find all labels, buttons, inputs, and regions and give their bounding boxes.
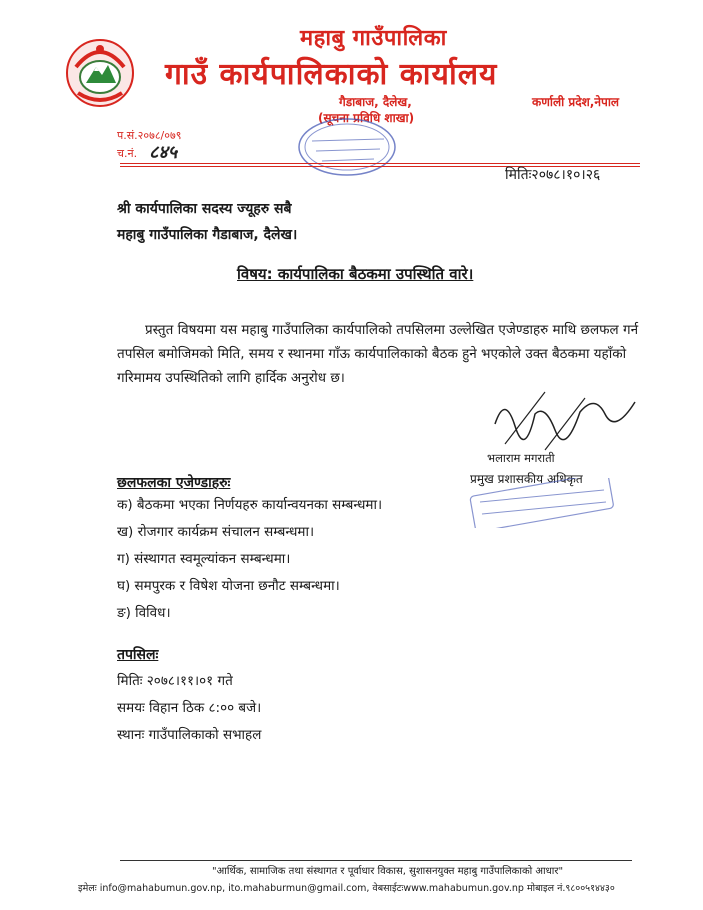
addressee-line: महाबु गाउँपालिका गैडाबाज, दैलेख। — [117, 227, 298, 243]
details-list — [117, 668, 261, 749]
province-name: कर्णाली प्रदेश,नेपाल — [532, 95, 620, 109]
header-divider — [120, 163, 640, 164]
municipality-name: महाबु गाउँपालिका — [300, 26, 447, 51]
details-item: मितिः २०७८।११।०१ गते — [117, 673, 233, 689]
signatory-stamp — [468, 478, 618, 528]
office-stamp — [292, 109, 415, 179]
letter-date: मितिः२०७८।१०।२६ — [505, 167, 601, 183]
signatory-title: प्रमुख प्रशासकीय अधिकृत — [470, 472, 583, 486]
section-name: (सूचना प्रविधि शाखा) — [318, 111, 415, 125]
addressee-block — [117, 196, 297, 248]
handwritten-signature — [485, 384, 645, 454]
agenda-item: ख) रोजगार कार्यक्रम संचालन सम्बन्धमा। — [117, 524, 315, 540]
office-address: गैडाबाज, दैलेख, — [339, 95, 412, 109]
letter-body: प्रस्तुत विषयमा यस महाबु गाउँपालिका कार्यपालिको तपसिलमा उल्लेखित एजेण्डाहरु माथि छलफल गर्न तपसिल बमोजिमको मिति, समय र स्थानमा गाँऊ कार्यपालिकाको बैठक हुने भएकोले उक्त बैठकमा यहाँको गरिमामय उपस्थितिको लागि हार्दिक अनुरोध छ। — [117, 322, 639, 386]
agenda-item: घ) समपुरक र विषेश योजना छनौट सम्बन्धमा। — [117, 578, 340, 594]
agenda-item: ग) संस्थागत स्वमूल्यांकन सम्बन्धमा। — [117, 551, 291, 567]
footer-divider — [120, 860, 632, 861]
dispatch-number-label: च.नं. — [117, 147, 138, 160]
agenda-item: ङ) विविध। — [117, 605, 171, 621]
details-heading: तपसिलः — [117, 647, 159, 663]
addressee-line: श्री कार्यपालिका सदस्य ज्यूहरु सबै — [117, 201, 292, 217]
reference-number: प.सं.२०७८/०७९ — [117, 129, 182, 142]
details-item: स्थानः गाउँपालिकाको सभाहल — [117, 727, 262, 743]
footer-contact: इमेलः info@mahabumun.gov.np, ito.mahaburmun@gmail.com, वेबसाईटःwww.mahabumun.gov.np मोबाइल नं.९८००५१४४३० — [78, 883, 615, 894]
details-item: समयः विहान ठिक ८:०० बजे। — [117, 700, 262, 716]
signatory-name: भलाराम मगराती — [487, 451, 555, 465]
agenda-item: क) बैठकमा भएका निर्णयहरु कार्यान्वयनका सम्बन्धमा। — [117, 497, 383, 513]
nepal-emblem-logo — [66, 37, 134, 109]
footer-motto: "आर्थिक, सामाजिक तथा संस्थागत र पूर्वाधार विकास, सुशासनयुक्त महाबु गाउँपालिकाको आधार" — [212, 866, 564, 877]
letter-subject: विषय: कार्यपालिका बैठकमा उपस्थिति वारे। — [237, 265, 474, 283]
agenda-list — [117, 492, 382, 627]
agenda-heading: छलफलका एजेण्डाहरुः — [117, 475, 231, 491]
office-name: गाउँ कार्यपालिकाको कार्यालय — [165, 57, 498, 92]
dispatch-number-value: ८४५ — [149, 142, 178, 163]
